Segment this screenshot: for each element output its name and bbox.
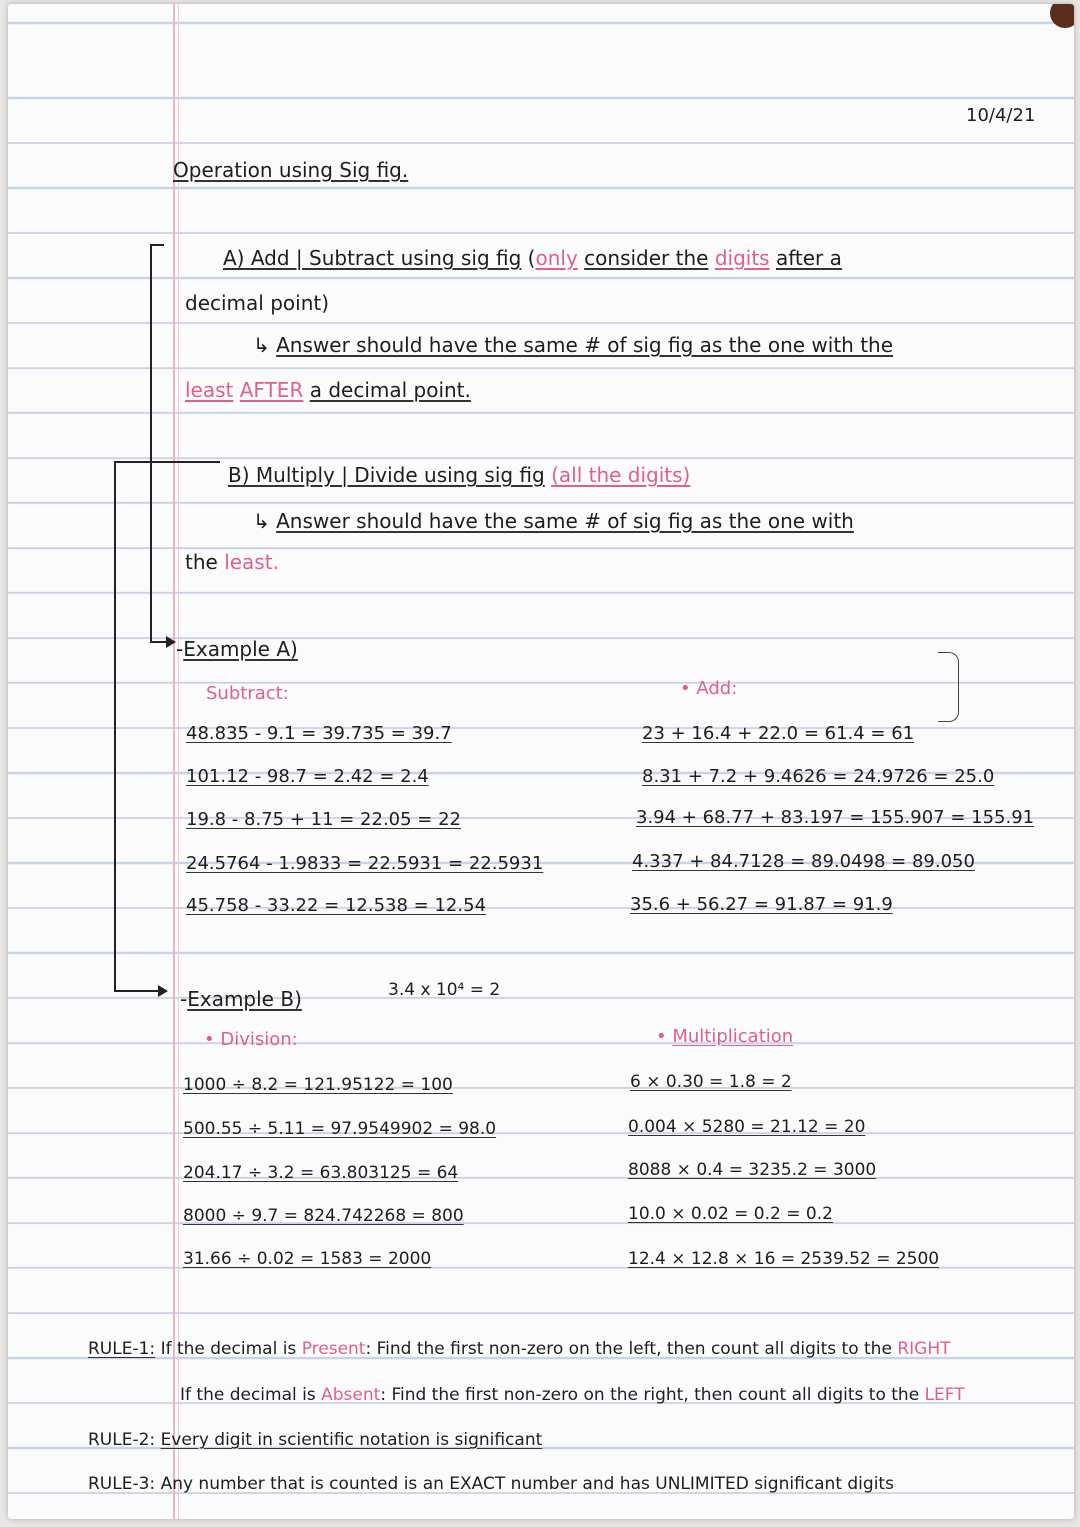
rule-2: RULE-2: Every digit in scientific notation is significant bbox=[88, 1430, 543, 1450]
add-row: 8.31 + 7.2 + 9.4626 = 24.9726 = 25.0 bbox=[642, 766, 995, 787]
example-a-heading: -Example A) bbox=[176, 637, 298, 661]
division-row: 500.55 ÷ 5.11 = 97.9549902 = 98.0 bbox=[183, 1119, 497, 1139]
subtract-row: 101.12 - 98.7 = 2.42 = 2.4 bbox=[186, 766, 429, 787]
add-row: 35.6 + 56.27 = 91.87 = 91.9 bbox=[630, 894, 893, 915]
subtract-label: Subtract: bbox=[206, 683, 289, 704]
subtract-row: 24.5764 - 1.9833 = 22.5931 = 22.5931 bbox=[186, 853, 544, 874]
add-bracket bbox=[938, 652, 959, 722]
division-row: 8000 ÷ 9.7 = 824.742268 = 800 bbox=[183, 1206, 464, 1226]
multiplication-row: 12.4 × 12.8 × 16 = 2539.52 = 2500 bbox=[628, 1249, 940, 1269]
margin-line bbox=[173, 4, 175, 1519]
example-b-heading: -Example B) bbox=[180, 987, 302, 1011]
date: 10/4/21 bbox=[966, 105, 1036, 126]
section-b-line1: B) Multiply | Divide using sig fig (all the digits) bbox=[228, 463, 691, 487]
sci-notation-note: 3.4 x 10⁴ = 2 bbox=[388, 980, 501, 1000]
division-row: 31.66 ÷ 0.02 = 1583 = 2000 bbox=[183, 1249, 432, 1269]
bracket-b-top bbox=[114, 461, 220, 463]
bracket-b-bottom bbox=[114, 990, 162, 992]
division-row: 1000 ÷ 8.2 = 121.95122 = 100 bbox=[183, 1075, 453, 1095]
add-row: 3.94 + 68.77 + 83.197 = 155.907 = 155.91 bbox=[636, 807, 1035, 828]
division-row: 204.17 ÷ 3.2 = 63.803125 = 64 bbox=[183, 1163, 459, 1183]
section-a-line1: A) Add | Subtract using sig fig (only consider the digits after a bbox=[223, 246, 842, 270]
bracket-b-vertical bbox=[114, 461, 116, 991]
add-row: 4.337 + 84.7128 = 89.0498 = 89.050 bbox=[632, 851, 975, 872]
rule-3: RULE-3: Any number that is counted is an EXACT number and has UNLIMITED significant digits bbox=[88, 1474, 894, 1494]
multiplication-row: 0.004 × 5280 = 21.12 = 20 bbox=[628, 1117, 866, 1137]
rule-1-line2: If the decimal is Absent: Find the first non-zero on the right, then count all digits to the LEFT bbox=[180, 1385, 965, 1405]
bracket-a-vertical bbox=[150, 244, 152, 642]
rule-1-line1: RULE-1: If the decimal is Present: Find the first non-zero on the left, then count all digits to the RIGHT bbox=[88, 1339, 951, 1359]
bracket-a-top bbox=[150, 244, 164, 246]
notebook-page bbox=[8, 4, 1074, 1519]
right-arrow-icon: ↳ bbox=[253, 333, 270, 357]
add-row: 23 + 16.4 + 22.0 = 61.4 = 61 bbox=[642, 723, 915, 744]
multiplication-row: 8088 × 0.4 = 3235.2 = 3000 bbox=[628, 1160, 877, 1180]
subtract-row: 48.835 - 9.1 = 39.735 = 39.7 bbox=[186, 723, 452, 744]
page-corner bbox=[1050, 4, 1074, 28]
subtract-row: 19.8 - 8.75 + 11 = 22.05 = 22 bbox=[186, 809, 462, 830]
multiplication-row: 6 × 0.30 = 1.8 = 2 bbox=[630, 1072, 792, 1092]
multiplication-row: 10.0 × 0.02 = 0.2 = 0.2 bbox=[628, 1204, 833, 1224]
section-a-rule-line1: ↳ Answer should have the same # of sig fig as the one with the bbox=[253, 333, 894, 357]
section-b-rule-line2: the least. bbox=[185, 550, 279, 574]
arrow-a-icon bbox=[166, 636, 176, 648]
right-arrow-icon: ↳ bbox=[253, 509, 270, 533]
section-a-rule-line2: least AFTER a decimal point. bbox=[185, 378, 471, 402]
arrow-b-icon bbox=[158, 985, 168, 997]
add-label: • Add: bbox=[680, 678, 738, 699]
margin-line-inner bbox=[178, 4, 179, 1519]
page-title: Operation using Sig fig. bbox=[173, 158, 409, 182]
section-b-rule-line1: ↳ Answer should have the same # of sig fig as the one with bbox=[253, 509, 854, 533]
subtract-row: 45.758 - 33.22 = 12.538 = 12.54 bbox=[186, 895, 487, 916]
section-a-line2: decimal point) bbox=[185, 291, 330, 315]
multiplication-label: • Multiplication bbox=[656, 1026, 794, 1047]
division-label: • Division: bbox=[204, 1029, 298, 1050]
